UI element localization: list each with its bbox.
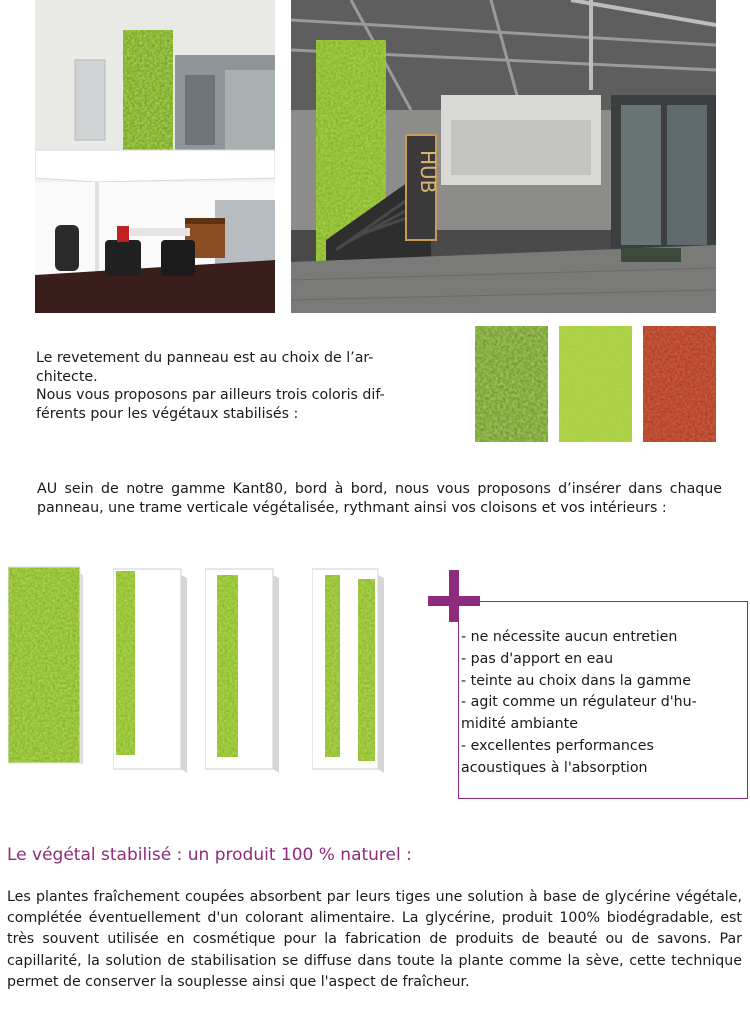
plus-icon xyxy=(428,570,480,622)
benefits-box xyxy=(458,601,748,799)
intro-line: chitecte. xyxy=(36,368,98,385)
benefit-item: - pas d'apport en eau xyxy=(461,650,614,667)
panel-full-moss xyxy=(8,565,83,769)
benefit-item: midité ambiante xyxy=(461,716,578,733)
showroom-photo xyxy=(35,0,275,313)
range-paragraph: AU sein de notre gamme Kant80, bord à bord, nous vous proposons d’insérer dans chaque panneau, une trame verticale végétalisée, rythmant ainsi vos cloisons et vos intérieurs : xyxy=(37,481,722,516)
panel-left-strip xyxy=(113,565,188,779)
section-heading: Le végétal stabilisé : un produit 100 % naturel : xyxy=(7,845,412,865)
intro-line: férents pour les végétaux stabilisés : xyxy=(36,405,299,422)
swatch-moss-red xyxy=(643,326,716,442)
panel-center-strip xyxy=(205,565,280,779)
intro-paragraph xyxy=(36,349,456,423)
intro-line: Nous vous proposons par ailleurs trois coloris dif- xyxy=(36,387,385,403)
benefit-item: - ne nécessite aucun entretien xyxy=(461,629,678,645)
swatch-moss-green xyxy=(475,326,548,442)
benefit-item: - teinte au choix dans la gamme xyxy=(461,672,691,689)
swatch-moss-lime xyxy=(559,326,632,442)
panel-double-strip xyxy=(312,565,387,779)
benefit-item: - excellentes performances xyxy=(461,737,654,754)
benefits-list xyxy=(461,627,731,780)
hub-lobby-photo xyxy=(291,0,716,313)
intro-line: Le revetement du panneau est au choix de l’ar- xyxy=(36,350,374,366)
svg-text:HUB: HUB xyxy=(416,150,440,194)
section-body: Les plantes fraîchement coupées absorbent par leurs tiges une solution à base de glycérine végétale, complétée éventuellement d'un colorant alimentaire. La glycérine, produit 100% biodégradable, est très souvent utilisée en cosmétique pour la fabrication de produits de beauté ou de savons. Par capillarité, la solution de stabilisation se diffuse dans toute la plante comme la sève, cette technique permet de conserver la souplesse ainsi que l'aspect de fraîcheur. xyxy=(7,889,742,990)
benefit-item: acoustiques à l'absorption xyxy=(461,759,648,776)
benefit-item: - agit comme un régulateur d'hu- xyxy=(461,694,697,711)
